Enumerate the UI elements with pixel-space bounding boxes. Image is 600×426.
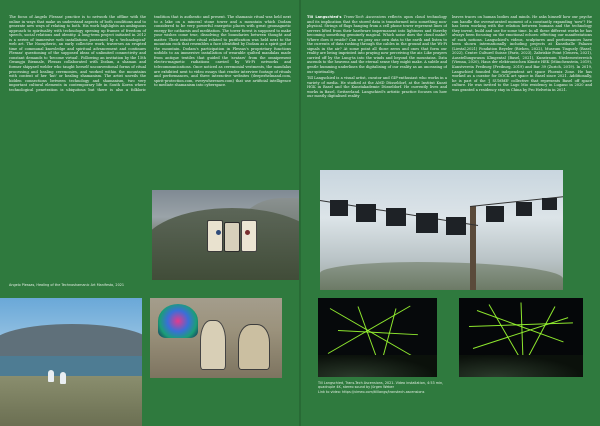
right-caption-line-3: Link to video: https://vimeo.com/tilllangs/transtech-ascensions	[318, 389, 425, 394]
ritual-figure	[48, 370, 54, 382]
hanging-flag	[446, 217, 466, 235]
laser-installation-photo-2	[459, 298, 583, 377]
lake-water	[0, 356, 142, 378]
hanging-flag	[542, 198, 557, 210]
lake-shore	[0, 376, 142, 426]
hanging-flag	[516, 202, 532, 216]
mandala-textile	[245, 230, 250, 235]
right-photo-caption	[318, 381, 468, 394]
hanging-flag	[486, 206, 504, 222]
hanging-flag	[330, 200, 348, 216]
mandala-dolls-photo	[150, 298, 282, 378]
laser-installation-photo-1	[318, 298, 437, 377]
mandala-doll	[200, 320, 226, 370]
artist-name: Till Langschied's	[307, 15, 342, 19]
hanging-flag	[416, 213, 438, 233]
mandala-doll	[158, 304, 198, 338]
left-page-body: The focus of Angelo Plessas' practice is to network the offline with the online in ways that make us understand aspects of both conditions and to generate new ways of relating to both. His work highlights an ambiguous approach to spirituality with technology opening up frames of freedom of speech, social relations and identity. A long-term project initiated in 2012 is a series of immersive web installations possessed by a 'technological' web art. The Noospheric, an early collective work, traverses an erupted time of communal knowledge and spiritual advancement and continues Plessas' questioning of the supposed ideas of unlimited connectivity and constant demands to 'become virtual'. Following an invitation by the 15th Gwangju Biennale, Plessas collaborated with Dodam, a shaman and former shipyard welder who taught herself unconventional forms of ritual processing and healing ceremonies, and worked within the mountains with content of her 'kut' or healing shamanism. The artist unveils the hidden connections between technology and shamanism, two very important cultural elements in contemporary life in South Korea where technological penetration is ubiquitous but there is also a folkloric tradition that is authentic and present. The shamanic ritual was held next to a lake on a mineral stone tower and a mountain which Dodam considered to be very powerful energetic places with great geomagnetic energy for catharsis and meditation. The tower forest is supposed to make your wishes come true, dissolving the boundaries between thought and matter. Their intuitive ritual related to purification was held next to the mountain rock that resembles a face identified by Dodam as a spirit god of the mountain. Dodam's participation in Plessas's proprietary functions unfolds to an immersive installation of wearable quilted mandalas made from antique textiles that guided the 'avatars' from the omnipresent electro-magnetic radiations carried by Wi-Fi networks and telecommunications. Once noticed as ceremonial vestments, the mandalas are exhibited next to video essays that render interview footage of rituals and performances, and three interactive websites (deeperhelmand.com, spirit-protection.com, everywherenow.com) that use artificial intelligence to mediate shamanism into cyberspace.	[9, 15, 291, 92]
mandala-textile	[224, 222, 240, 252]
hillside	[320, 262, 563, 290]
right-caption-line-2: quadruple 4K, stereo sound by Jürgen Weber	[318, 385, 395, 390]
hanging-flag	[356, 204, 376, 222]
work-title: Trans-Tech Ascensions	[343, 15, 386, 19]
page-gutter	[299, 0, 301, 426]
mandala-doll	[238, 324, 270, 370]
left-page-text-column	[9, 15, 291, 173]
hanging-flag	[386, 208, 406, 226]
right-col-a-para-2: Till Langschied is a visual artist, curator and GIF-enthusiast who works in a variety of media. He studied at the AMD Düsseldorf, at the Institut Kunst HGK in Basel and the Kunstakademie Düsseldorf. He currently lives and works in Basel, Switzerland. Langschied's artistic practice focuses on how our mostly digitalised reality	[307, 76, 447, 99]
lake-ritual-photo	[0, 298, 142, 426]
vegetation	[459, 355, 583, 377]
left-photo-caption: Angelo Plessas, Healing of the Technoshamanic Art Manifesto, 2021	[9, 283, 125, 287]
ritual-figure	[60, 372, 66, 384]
telecom-tower	[470, 206, 476, 290]
flags-on-tower-photo	[320, 170, 563, 290]
right-col-a-para-1	[307, 15, 447, 74]
mountain-ritual-photo	[152, 190, 299, 280]
laser-line	[338, 330, 418, 335]
right-col-a-para-1-text: reflects upon cloud technology and its implication that the stored data is transformed into something non-physical. Strings of flags hanging from a cell phone tower represent lines of servers lifted from their hardware impermanent into lightness and thereby becoming something genuinely magical. Which noise does the cloud make? Where does it reside? Can we pray our own data to the earth and listen to the currents of data rushing through the cables in the ground and the Wi-Fi signals in the air? At some point all those zeros and ones that form our reality are being imprinted into praying now perceiving the air. Like prayers carried off by the Lung-ta into the winds and beyond the mountains. Data ascends to the heavens and the eternal sense they might make. A subtle and gentle humming underlines the digitalising of our reality as an unceasing of our spirituality.	[307, 15, 447, 74]
mandala-textile	[207, 220, 223, 252]
right-caption-line-1: Till Langschied, Trans-Tech Ascensions, 2021. Video installation, 4:53 min,	[318, 381, 444, 385]
vegetation	[318, 355, 437, 377]
mandala-textile	[241, 220, 257, 252]
mandala-textile	[216, 230, 221, 235]
right-col-b-para-1: leaves traces on human bodies and minds. He asks himself how our psyche can handle the oversaturated moment of a constantly expanding 'now'? He has been working with the relation between humans and the technology they invent, build and use for some time. In all these different works he has always been focusing on the emotional echoes: effecting our manifestations of such notions. Langschied's videos, sculptures and performances have been shown internationally including projects at Kunsthalle Palazzo (Liestal,2021) Fondation Beyeler (Riehen, 2022), Museum Tinguely (Basel, 2022), Centre Culturel Suisse (Paris, 2023), Zabriskie Point (Geneva, 2021), Ausstellungsraum Klingental (Basel, 2021), Kunstraum Niederoesterreich (Vienna, 2020), Haus der elektronischen Künste HEK (Münchenstein, 2019), Kunstverein Freiburg (Freiburg, 2019) and Bar 39 (Zurich, 2019). In 2019, Langschied founded the independent art space Phoenix Zone. He has worked as a curator for DOCK art space in Basel since 2021. Additionally, he is part of the 'J SUMME' collective that represents Basel off space culture. He was invited to the Lago Mio residency in Lugano in 2020 and was granted a residency stay in China by Pro Helvetia in 2021.	[452, 15, 592, 92]
